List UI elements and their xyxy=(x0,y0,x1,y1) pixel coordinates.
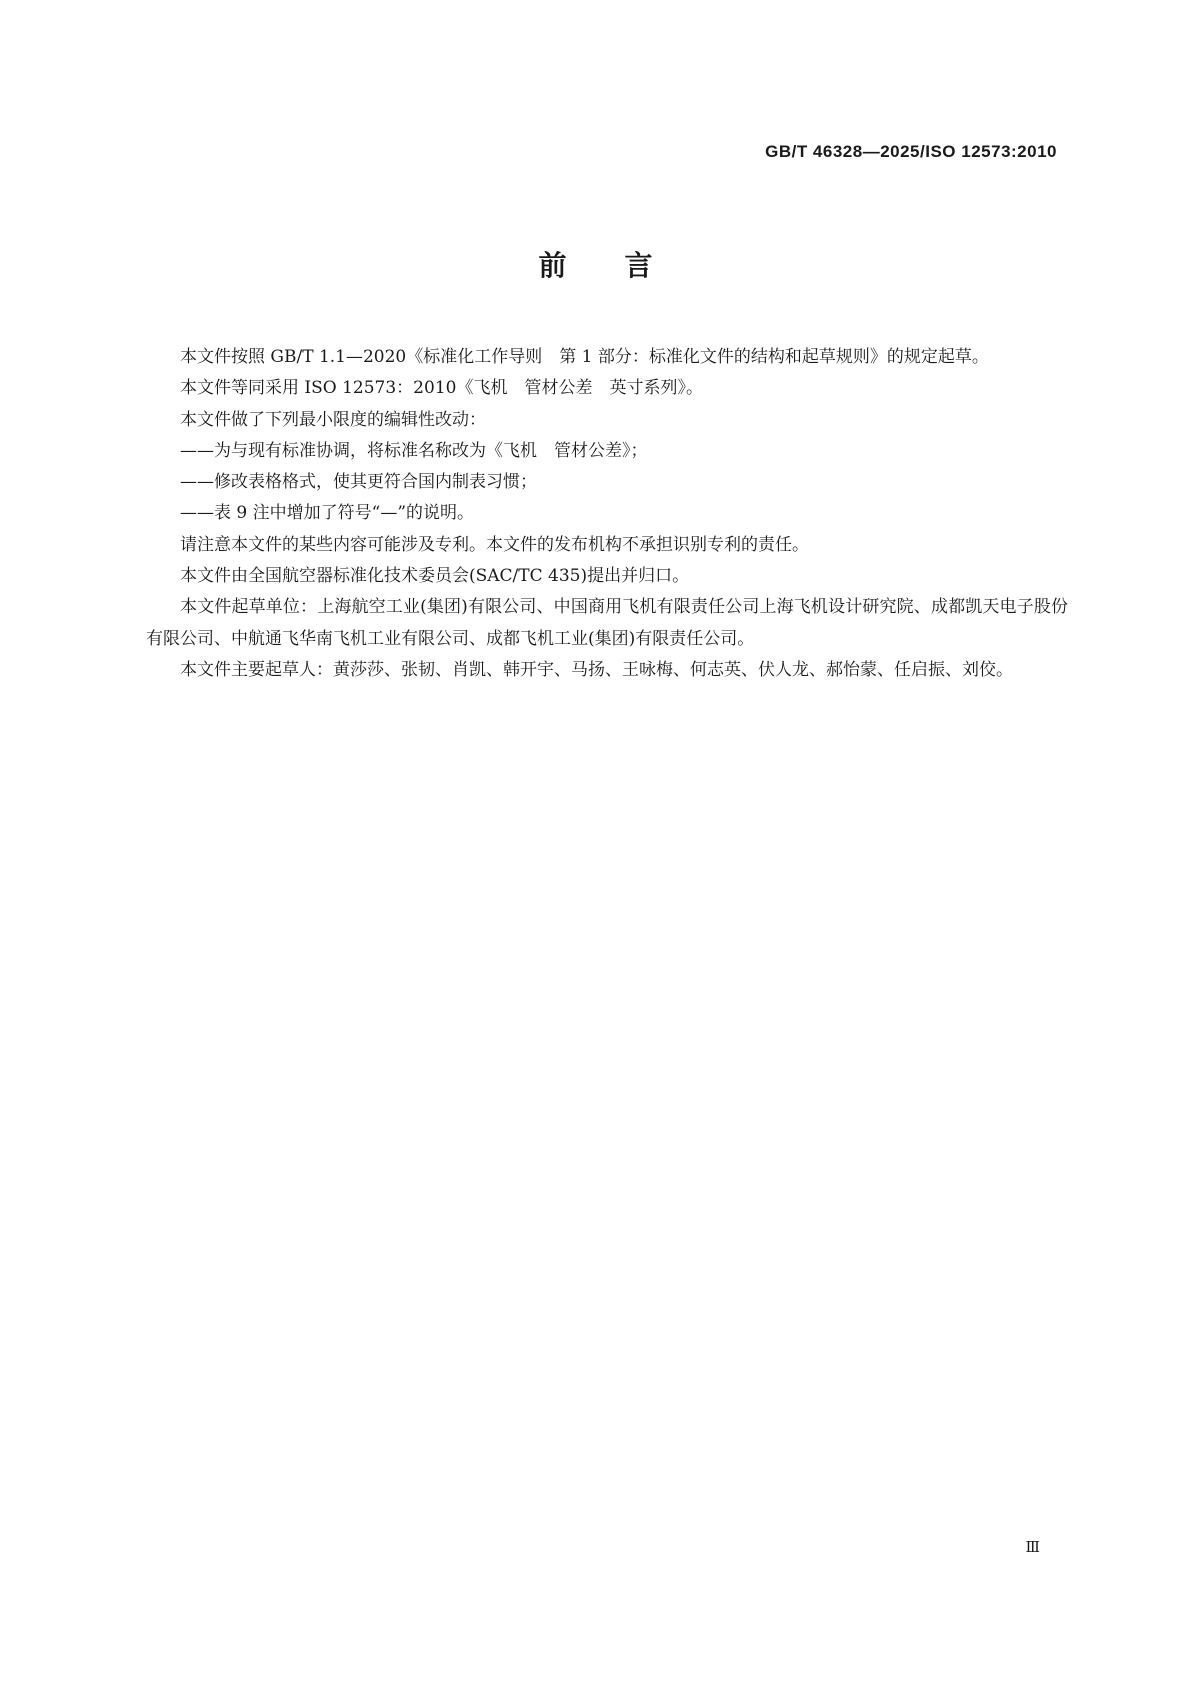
paragraph-proposer: 本文件由全国航空器标准化技术委员会(SAC/TC 435)提出并归口。 xyxy=(180,566,690,587)
paragraph-edits-intro: 本文件做了下列最小限度的编辑性改动： xyxy=(180,409,486,430)
paragraph-drafters: 本文件主要起草人：黄莎莎、张韧、肖凯、韩开宇、马扬、王咏梅、何志英、伏人龙、郝怡蒙、任启振、刘佼。 xyxy=(180,659,1013,680)
paragraph-adoption: 本文件等同采用 ISO 12573：2010《飞机 管材公差 英寸系列》。 xyxy=(180,378,703,399)
page-title: 前言 xyxy=(538,249,711,282)
paragraph-patent-notice: 请注意本文件的某些内容可能涉及专利。本文件的发布机构不承担识别专利的责任。 xyxy=(180,534,809,555)
paragraph-drafting-rules: 本文件按照 GB/T 1.1—2020《标准化工作导则 第 1 部分：标准化文件的结构和起草规则》的规定起草。 xyxy=(180,347,989,367)
list-item-edit-table-note: ——表 9 注中增加了符号“—”的说明。 xyxy=(180,503,475,524)
paragraph-drafting-organizations: 本文件起草单位：上海航空工业(集团)有限公司、中国商用飞机有限责任公司上海飞机设计研究院、成都凯天电子股份有限公司、中航通飞华南飞机工业有限公司、成都飞机工业(集团)有限责任公司。 xyxy=(146,597,1068,649)
list-item-edit-title: ——为与现有标准协调，将标准名称改为《飞机 管材公差》； xyxy=(180,440,648,461)
standard-number-header: GB/T 46328—2025/ISO 12573:2010 xyxy=(765,142,1057,161)
list-item-edit-table-format: ——修改表格格式，使其更符合国内制表习惯； xyxy=(180,472,537,493)
foreword-body xyxy=(146,342,1068,686)
page-number: Ⅲ xyxy=(1025,1540,1039,1556)
